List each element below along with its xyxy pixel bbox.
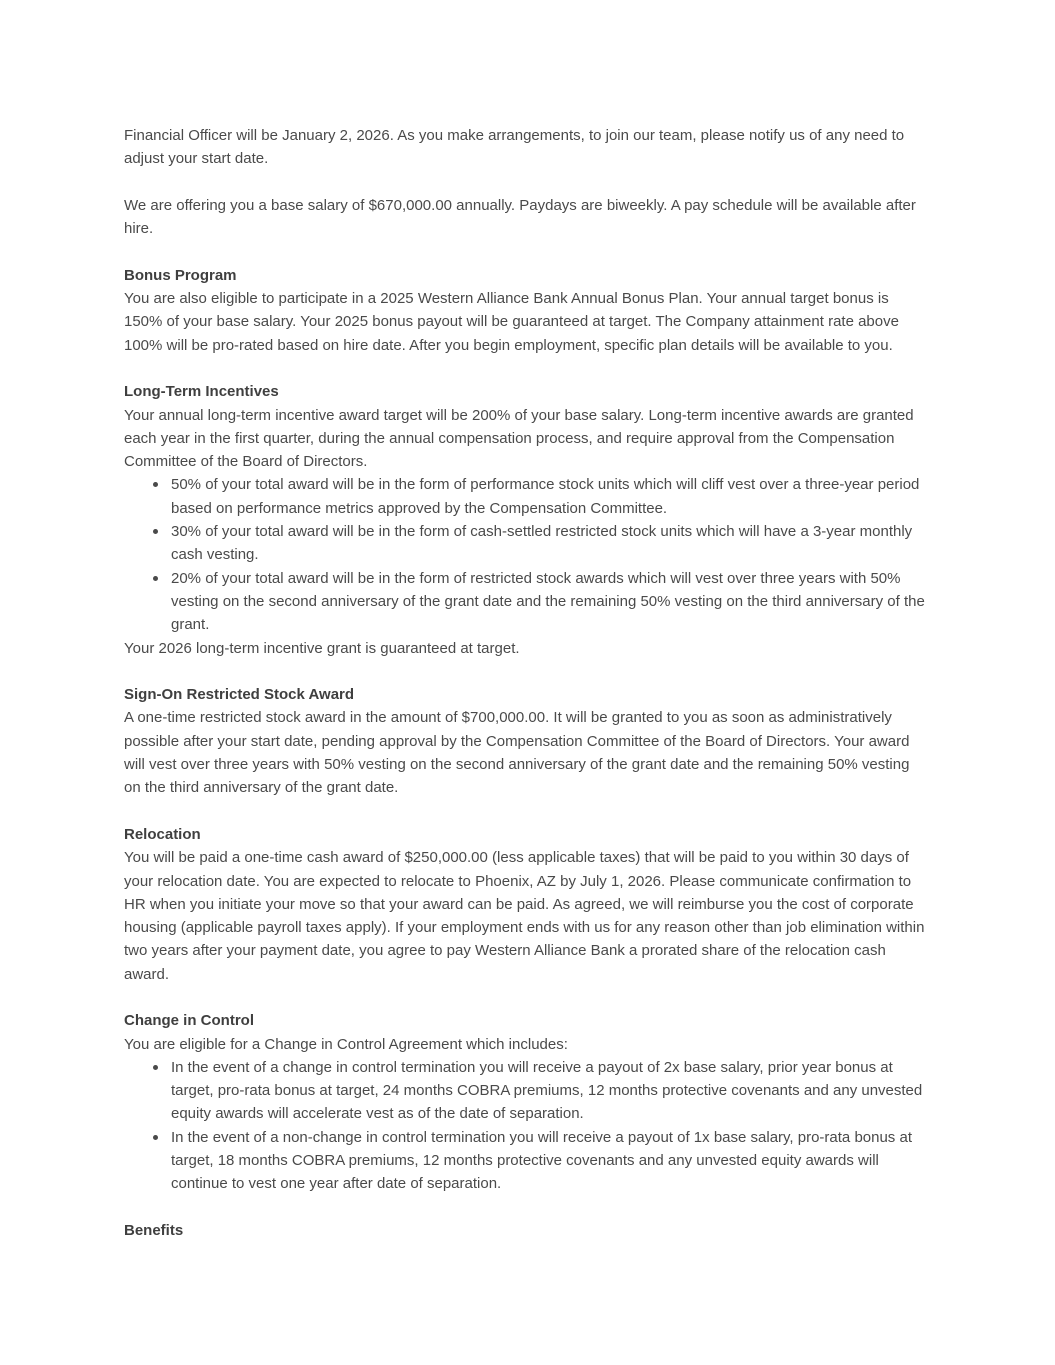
spacer [124,1196,930,1219]
spacer [124,800,930,823]
lti-bullet-psu: 50% of your total award will be in the form of performance stock units which will cliff vest over a three-year period based on performance metrics approved by the Compensation Committee. [171,473,930,520]
lti-bullet-rsa: 20% of your total award will be in the form of restricted stock awards which will vest over three years with 50% vesting on the second anniversary of the grant date and the remaining 50% vesting on the third anniversary of the grant. [171,567,930,637]
lti-paragraph: Your annual long-term incentive award target will be 200% of your base salary. Long-term incentive awards are granted each year in the first quarter, during the annual compensation process, and require approval from the Compensation Committee of the Board of Directors. [124,406,914,471]
relocation-paragraph: You will be paid a one-time cash award of $250,000.00 (less applicable taxes) that will be paid to you within 30 days of your relocation date. You are expected to relocate to Phoenix, AZ by July 1, 2026. Please communicate confirmation to HR when you initiate your move so that your award can be paid. As agreed, we will reimburse you the cost of corporate housing (applicable payroll taxes apply). If your employment ends with us for any reason other than job elimination within two years after your payment date, you agree to pay Western Alliance Bank a prorated share of the relocation cash award. [124,849,925,983]
bonus-section [124,264,930,357]
change-in-control-heading: Change in Control [124,1012,254,1030]
change-in-control-paragraph: You are eligible for a Change in Control Agreement which includes: [124,1035,568,1053]
sign-on-section [124,683,930,799]
bonus-heading: Bonus Program [124,266,237,284]
relocation-heading: Relocation [124,825,201,843]
spacer [124,171,930,194]
lti-footer-paragraph: Your 2026 long-term incentive grant is guaranteed at target. [124,639,520,657]
sign-on-heading: Sign-On Restricted Stock Award [124,686,355,704]
change-in-control-section [124,1009,930,1195]
lti-bullet-list [124,473,930,636]
start-date-paragraph: Financial Officer will be January 2, 2026. As you make arrangements, to join our team, please notify us of any need to adjust your start date. [124,127,905,168]
cic-bullet-non-change-termination: In the event of a non-change in control termination you will receive a payout of 1x base salary, pro-rata bonus at target, 18 months COBRA premiums, 12 months protective covenants and any unvested equity awards will continue to vest one year after date of separation. [171,1126,930,1196]
spacer [124,357,930,380]
sign-on-paragraph: A one-time restricted stock award in the amount of $700,000.00. It will be granted to you as soon as administratively possible after your start date, pending approval by the Compensation Committee of the Board of Directors. Your award will vest over three years with 50% vesting on the second anniversary of the grant date and the remaining 50% vesting on the third anniversary of the grant date. [124,709,910,797]
salary-paragraph: We are offering you a base salary of $670,000.00 annually. Paydays are biweekly. A pay schedule will be available after hire. [124,196,916,238]
lti-bullet-rsu: 30% of your total award will be in the form of cash-settled restricted stock units which will have a 3-year monthly cash vesting. [171,520,930,567]
spacer [124,240,930,263]
spacer [124,660,930,683]
lti-section [124,380,930,660]
bonus-paragraph: You are also eligible to participate in a 2025 Western Alliance Bank Annual Bonus Plan. Your annual target bonus is 150% of your base salary. Your 2025 bonus payout will be guaranteed at target. The Company attainment rate above 100% will be pro-rated based on hire date. After you begin employment, specific plan details will be available to you. [124,290,899,354]
benefits-heading: Benefits [124,1221,184,1239]
cic-bullet-change-termination: In the event of a change in control termination you will receive a payout of 2x base salary, prior year bonus at target, pro-rata bonus at target, 24 months COBRA premiums, 12 months protective covenants and any unvested equity awards will accelerate vest as of the date of separation. [171,1056,930,1126]
benefits-section [124,1219,930,1242]
change-in-control-bullet-list [124,1056,930,1196]
lti-heading: Long-Term Incentives [124,383,279,401]
offer-letter-page [124,124,930,1242]
spacer [124,986,930,1009]
relocation-section [124,823,930,986]
